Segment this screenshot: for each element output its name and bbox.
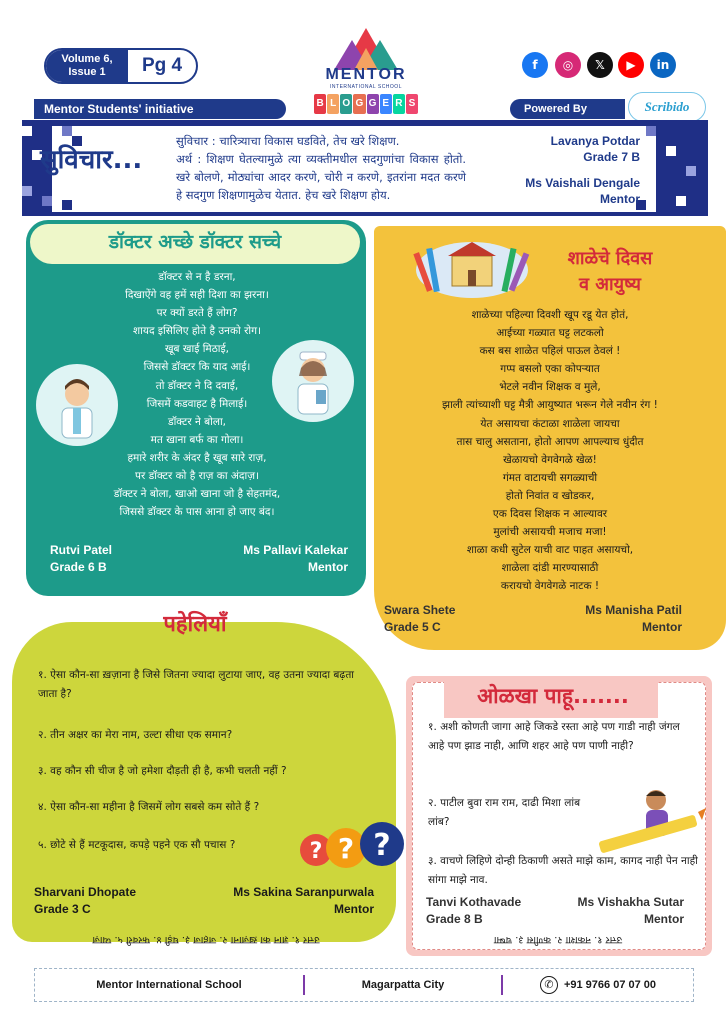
youtube-icon[interactable]: ▶ [618, 52, 644, 78]
olakha-riddle-1: १. अशी कोणती जागा आहे जिकडे रस्ता आहे पण गाडी नाही जंगल आहे पण झाड नाही, आणि शहर आहे पण पाणी नाही? [428, 721, 680, 752]
svg-text:?: ? [309, 839, 323, 864]
question-marks-icon [296, 818, 406, 874]
doctor-mentor [186, 542, 348, 576]
poem-line: आईच्या गळ्यात घट्ट लटकलो [496, 327, 604, 340]
poem-line: खेळायचो वेगवेगळे खेळ! [503, 453, 597, 466]
poem-line: मत खाना बर्फ का गोला। [150, 433, 244, 446]
suvichar-quote: सुविचार : चारित्र्याचा विकास घडविते, तेच खरे शिक्षण. [176, 134, 400, 148]
poem-line: तो डॉक्टर ने दि दवाई, [155, 379, 239, 392]
mentor-role: Mentor [600, 192, 640, 206]
mentor-name: Ms Vaishali Dengale [525, 176, 640, 190]
doctor-boy-icon [36, 364, 118, 446]
pixel-decoration [686, 166, 696, 176]
school-poem [380, 306, 720, 596]
doctor-student [50, 542, 112, 576]
poem-line: दिखाऐंगे वह हमें सही दिशा का झरना। [125, 289, 269, 302]
student-grade: Grade 7 B [583, 150, 640, 164]
riddle-3: ३. वह कौन सी चीज है जो हमेशा दौड़ती ही है, कभी चलती नहीं ? [38, 765, 287, 777]
girl-doctor-illustration [272, 340, 354, 422]
boy-doctor-illustration [36, 364, 118, 446]
school-title-line2: व आयुष्य [579, 274, 641, 295]
student-name: Sharvani Dhopate [34, 885, 137, 899]
page-number: Pg 4 [141, 55, 183, 76]
pixel-decoration [646, 126, 656, 136]
mentor-name: Ms Sakina Saranpurwala [233, 885, 374, 899]
school-student [384, 602, 455, 636]
poem-line: शाळा कधी सुटेल याची वाट पाहत असायचो, [466, 544, 634, 557]
footer-city: Magarpatta City [361, 979, 445, 991]
footer-phone[interactable] [503, 976, 693, 994]
poem-line: डॉक्टर ने बोला, [167, 415, 227, 428]
suvichar-meaning: अर्थ : शिक्षण घेतल्यामुळे त्या व्यक्तीमधील सदगुणांचा विकास होतो. खरे बोलणे, मोठ्यांचा आदर करणे, चोरी न करणे, इतरांना मदत करणे हे सदगुण शिक्षणामुळेच येतात. हेच खरे शिक्षण होय. [176, 152, 466, 202]
suvichar-title: सुविचार... [40, 145, 143, 175]
bloggers-letter: G [353, 94, 365, 114]
poem-line: डॉक्टर ने बोला, खाओ खाना जो है सेहतमंद, [113, 488, 281, 501]
olakha-title: ओळखा पाहू....... [477, 684, 629, 708]
student-name: Rutvi Patel [50, 543, 113, 557]
poem-line: जिसमें कडवाहट है मिलाई। [146, 397, 248, 410]
poem-line: झाली त्यांच्याशी घट्ट मैत्री आयुष्यात भरून गेले नवीन रंग ! [442, 399, 658, 412]
school-building-icon [412, 226, 530, 300]
poem-line: भेटले नवीन शिक्षक व मुले, [499, 381, 601, 394]
paheliyan-mentor [196, 884, 374, 918]
bloggers-letter: B [314, 94, 326, 114]
pixel-decoration [62, 200, 72, 210]
poem-line: होतो निवांत व खोडकर, [505, 489, 595, 502]
x-icon[interactable]: 𝕏 [587, 52, 613, 78]
svg-text:?: ? [337, 832, 355, 865]
school-title-line1: शाळेचे दिवस [567, 248, 653, 269]
pixel-decoration [62, 126, 72, 136]
suvichar-student [470, 133, 640, 165]
riddle-4: ४. ऐसा कौन-सा महीना है जिसमें लोग सबसे कम सोते हैं ? [38, 801, 260, 813]
phone-icon: ✆ [540, 976, 558, 994]
olakha-riddle-2: २. पाटील बुवा राम राम, दाढी मिशा लांब लांब? [428, 797, 581, 828]
bloggers-letter: L [327, 94, 339, 114]
student-name: Swara Shete [384, 603, 456, 617]
poem-line: मुलांची असायची मजाच मजा! [493, 526, 607, 539]
poem-line: कस बस शाळेत पहिलं पाऊल ठेवलं ! [479, 345, 621, 358]
footer-school: Mentor International School [96, 979, 242, 991]
student-name: Lavanya Potdar [550, 134, 640, 148]
riddle-2: २. तीन अक्षर का मेरा नाम, उल्टा सीधा एक समान? [38, 729, 233, 741]
suvichar-mentor [470, 175, 640, 207]
mentor-name: Ms Vishakha Sutar [577, 895, 684, 909]
powered-by-bar: Powered By [510, 99, 625, 119]
bloggers-letter: R [393, 94, 405, 114]
facebook-icon[interactable]: f [522, 52, 548, 78]
mentor-role: Mentor [644, 912, 684, 926]
initiative-bar: Mentor Students' initiative [34, 99, 286, 119]
logo-wordmark: MENTOR [325, 66, 407, 83]
poem-line: गंमत वाटायची सगळ्याची [502, 471, 598, 484]
school-mentor [540, 602, 682, 636]
pixel-decoration [22, 186, 32, 196]
bloggers-letter: G [367, 94, 379, 114]
pixel-decoration [22, 126, 32, 136]
poem-line: हमारे शरीर के अंदर है खूब सारे राज़, [127, 451, 267, 464]
boy-with-pencil-icon [594, 786, 706, 856]
olakha-mentor [540, 894, 684, 928]
mentor-role: Mentor [308, 560, 348, 574]
poem-line: शाळेला दांडी मारण्यासाठी [501, 562, 599, 575]
school-poem-title [530, 246, 690, 298]
olakha-riddle-3: ३. वाचणे लिहिणे दोन्ही ठिकाणी असते माझे काम, कागद नाही पेन नाही सांगा माझे नाव. [428, 855, 698, 886]
phone-number: +91 9766 07 07 00 [563, 979, 657, 991]
paheliyan-student [34, 884, 136, 918]
poem-line: जिससे डॉक्टर कि याद आई। [143, 361, 251, 374]
student-grade: Grade 6 B [50, 560, 107, 574]
poem-line: डॉक्टर से न है डरना, [158, 271, 236, 283]
poem-line: पर डॉक्टर को है राज़ का अंदाज़। [135, 470, 259, 483]
mentor-role: Mentor [642, 620, 682, 634]
volume-label: Volume 6, [61, 53, 113, 65]
suvichar-text [176, 132, 466, 204]
mentor-name: Ms Pallavi Kalekar [243, 543, 348, 557]
poem-line: करायचो वेगवेगळे नाटक ! [500, 580, 600, 593]
doctor-girl-icon [272, 340, 354, 422]
student-grade: Grade 8 B [426, 912, 483, 926]
issue-label: Issue 1 [68, 66, 106, 78]
poem-line: पर क्यों डरते हैं लोग? [156, 307, 238, 320]
bloggers-letter: O [340, 94, 352, 114]
student-grade: Grade 3 C [34, 902, 91, 916]
poem-line: गप्प बसलो एका कोपऱ्यात [500, 363, 600, 376]
pixel-decoration [42, 196, 52, 206]
riddle-5: ५. छोटे से हैं मटकूदास, कपड़े पहने एक सौ पचास ? [38, 839, 236, 851]
scribido-logo: Scribido [628, 92, 706, 122]
olakha-answers: उत्तर १. नकाशा २. कणीस ३. चष्मा [493, 934, 623, 945]
riddle-1: १. ऐसा कौन-सा ख़ज़ाना है जिसे जितना ज्यादा लुटाया जाए, वह उतना ज्यादा बढ़ता जाता है? [38, 669, 355, 700]
doctor-poem-title: डॉक्टर अच्छे डॉक्टर सच्चे [108, 231, 282, 253]
paheliyan-answers: उत्तर १. ज्ञान का ख़ज़ाना २. जहाज ३. घड़ी ४. फरवरी ५. प्याज़ [92, 934, 320, 945]
instagram-icon[interactable]: ◎ [555, 52, 581, 78]
svg-text:?: ? [373, 828, 391, 863]
olakha-student [426, 894, 521, 928]
bloggers-letter: S [406, 94, 418, 114]
bloggers-letter: E [380, 94, 392, 114]
poem-line: शाळेच्या पहिल्या दिवशी खूप रडू येत होतं, [471, 309, 629, 321]
poem-line: शायद इसिलिए होते है उनको रोग। [133, 325, 261, 338]
poem-line: येत असायचा कंटाळा शाळेला जायचा [480, 417, 620, 430]
volume-issue [46, 50, 128, 82]
logo-subtitle: INTERNATIONAL SCHOOL [330, 84, 402, 90]
student-grade: Grade 5 C [384, 620, 441, 634]
pixel-decoration [676, 196, 686, 206]
mentor-role: Mentor [334, 902, 374, 916]
linkedin-icon[interactable]: in [650, 52, 676, 78]
poem-line: खूब खाई मिठाई, [164, 343, 230, 356]
student-name: Tanvi Kothavade [426, 895, 522, 909]
poem-line: जिससे डॉक्टर के पास आना हो जाए बंद। [119, 506, 275, 519]
pixel-decoration [666, 146, 676, 156]
poem-line: तास चालु असताना, होतो आपण आपल्याच धुंदीत [456, 435, 644, 448]
bloggers-banner [314, 94, 418, 114]
volume-badge [44, 48, 198, 84]
poem-line: एक दिवस शिक्षक न आल्यावर [492, 508, 608, 521]
mentor-name: Ms Manisha Patil [585, 603, 682, 617]
paheliyan-title: पहेलियाँ [163, 612, 227, 637]
footer [34, 968, 694, 1002]
